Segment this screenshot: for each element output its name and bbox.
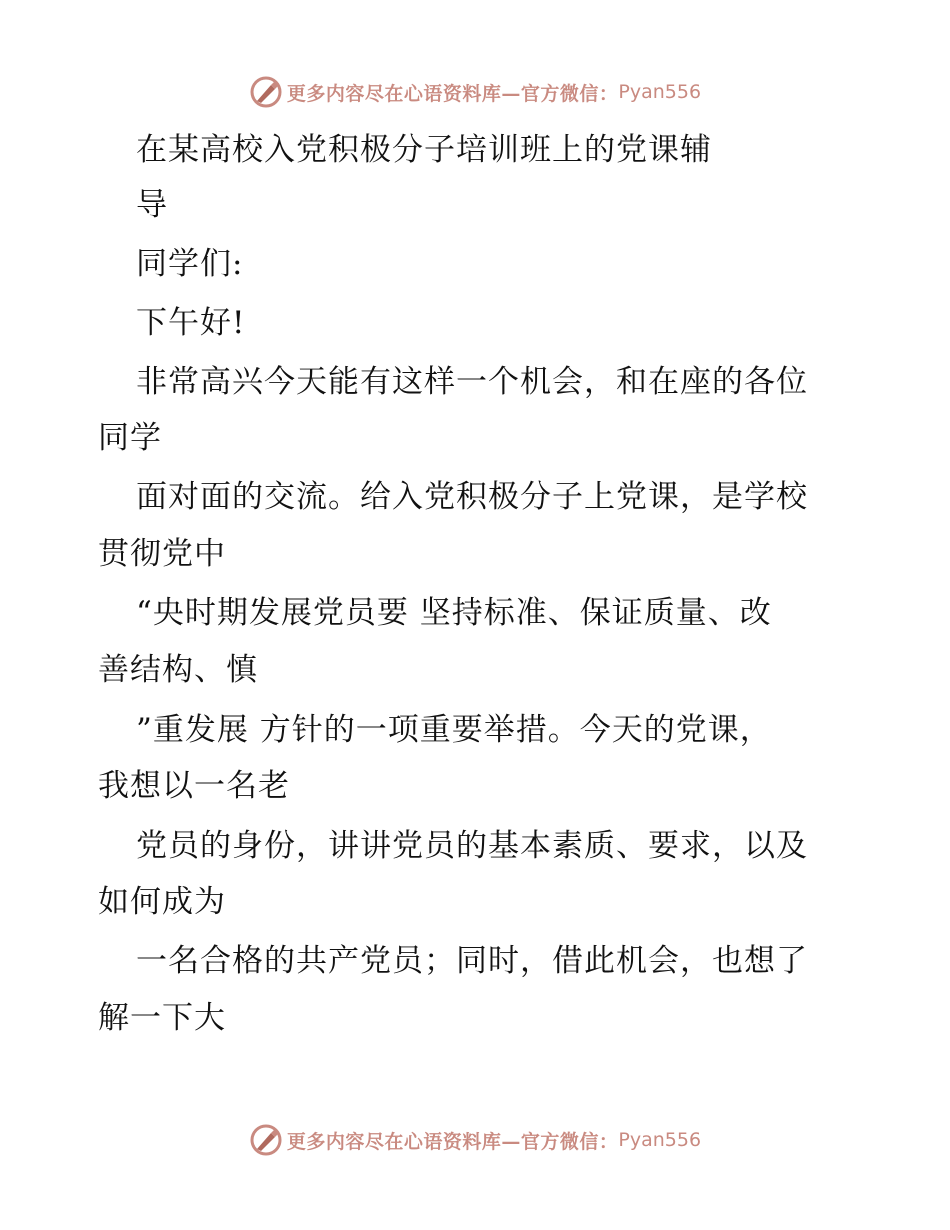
doc-line: ”重发展 方针的一项重要举措。今天的党课，: [136, 712, 772, 748]
doc-line: 导: [136, 187, 168, 223]
banner-text: 更多内容尽在心语资料库—官方微信：: [286, 82, 619, 105]
doc-line: 在某高校入党积极分子培训班上的党课辅: [136, 132, 712, 168]
doc-line: 同学们:: [136, 246, 244, 282]
pen-circle-logo-icon: [249, 75, 283, 109]
doc-line: 一名合格的共产党员；同时，借此机会，也想了: [136, 943, 808, 979]
doc-line: 面对面的交流。给入党积极分子上党课，是学校: [136, 479, 808, 515]
doc-line: “央时期发展党员要 坚持标准、保证质量、改: [136, 595, 772, 631]
doc-line: 我想以一名老: [98, 768, 290, 804]
doc-line: 解一下大: [98, 1000, 226, 1036]
header-banner: [0, 72, 950, 112]
pen-circle-logo-icon: [249, 1123, 283, 1157]
doc-line: 善结构、慎: [98, 652, 258, 688]
doc-line: 非常高兴今天能有这样一个机会，和在座的各位: [136, 364, 808, 400]
banner-contact: Pyan556: [618, 1129, 702, 1151]
banner-text: 更多内容尽在心语资料库—官方微信：: [286, 1130, 619, 1153]
doc-line: 下午好!: [136, 305, 246, 341]
doc-line: 贯彻党中: [98, 536, 226, 572]
banner-contact: Pyan556: [618, 81, 702, 103]
footer-banner: [0, 1120, 950, 1160]
doc-line: 如何成为: [98, 884, 226, 920]
doc-line: 党员的身份，讲讲党员的基本素质、要求，以及: [136, 828, 808, 864]
doc-line: 同学: [98, 420, 162, 456]
